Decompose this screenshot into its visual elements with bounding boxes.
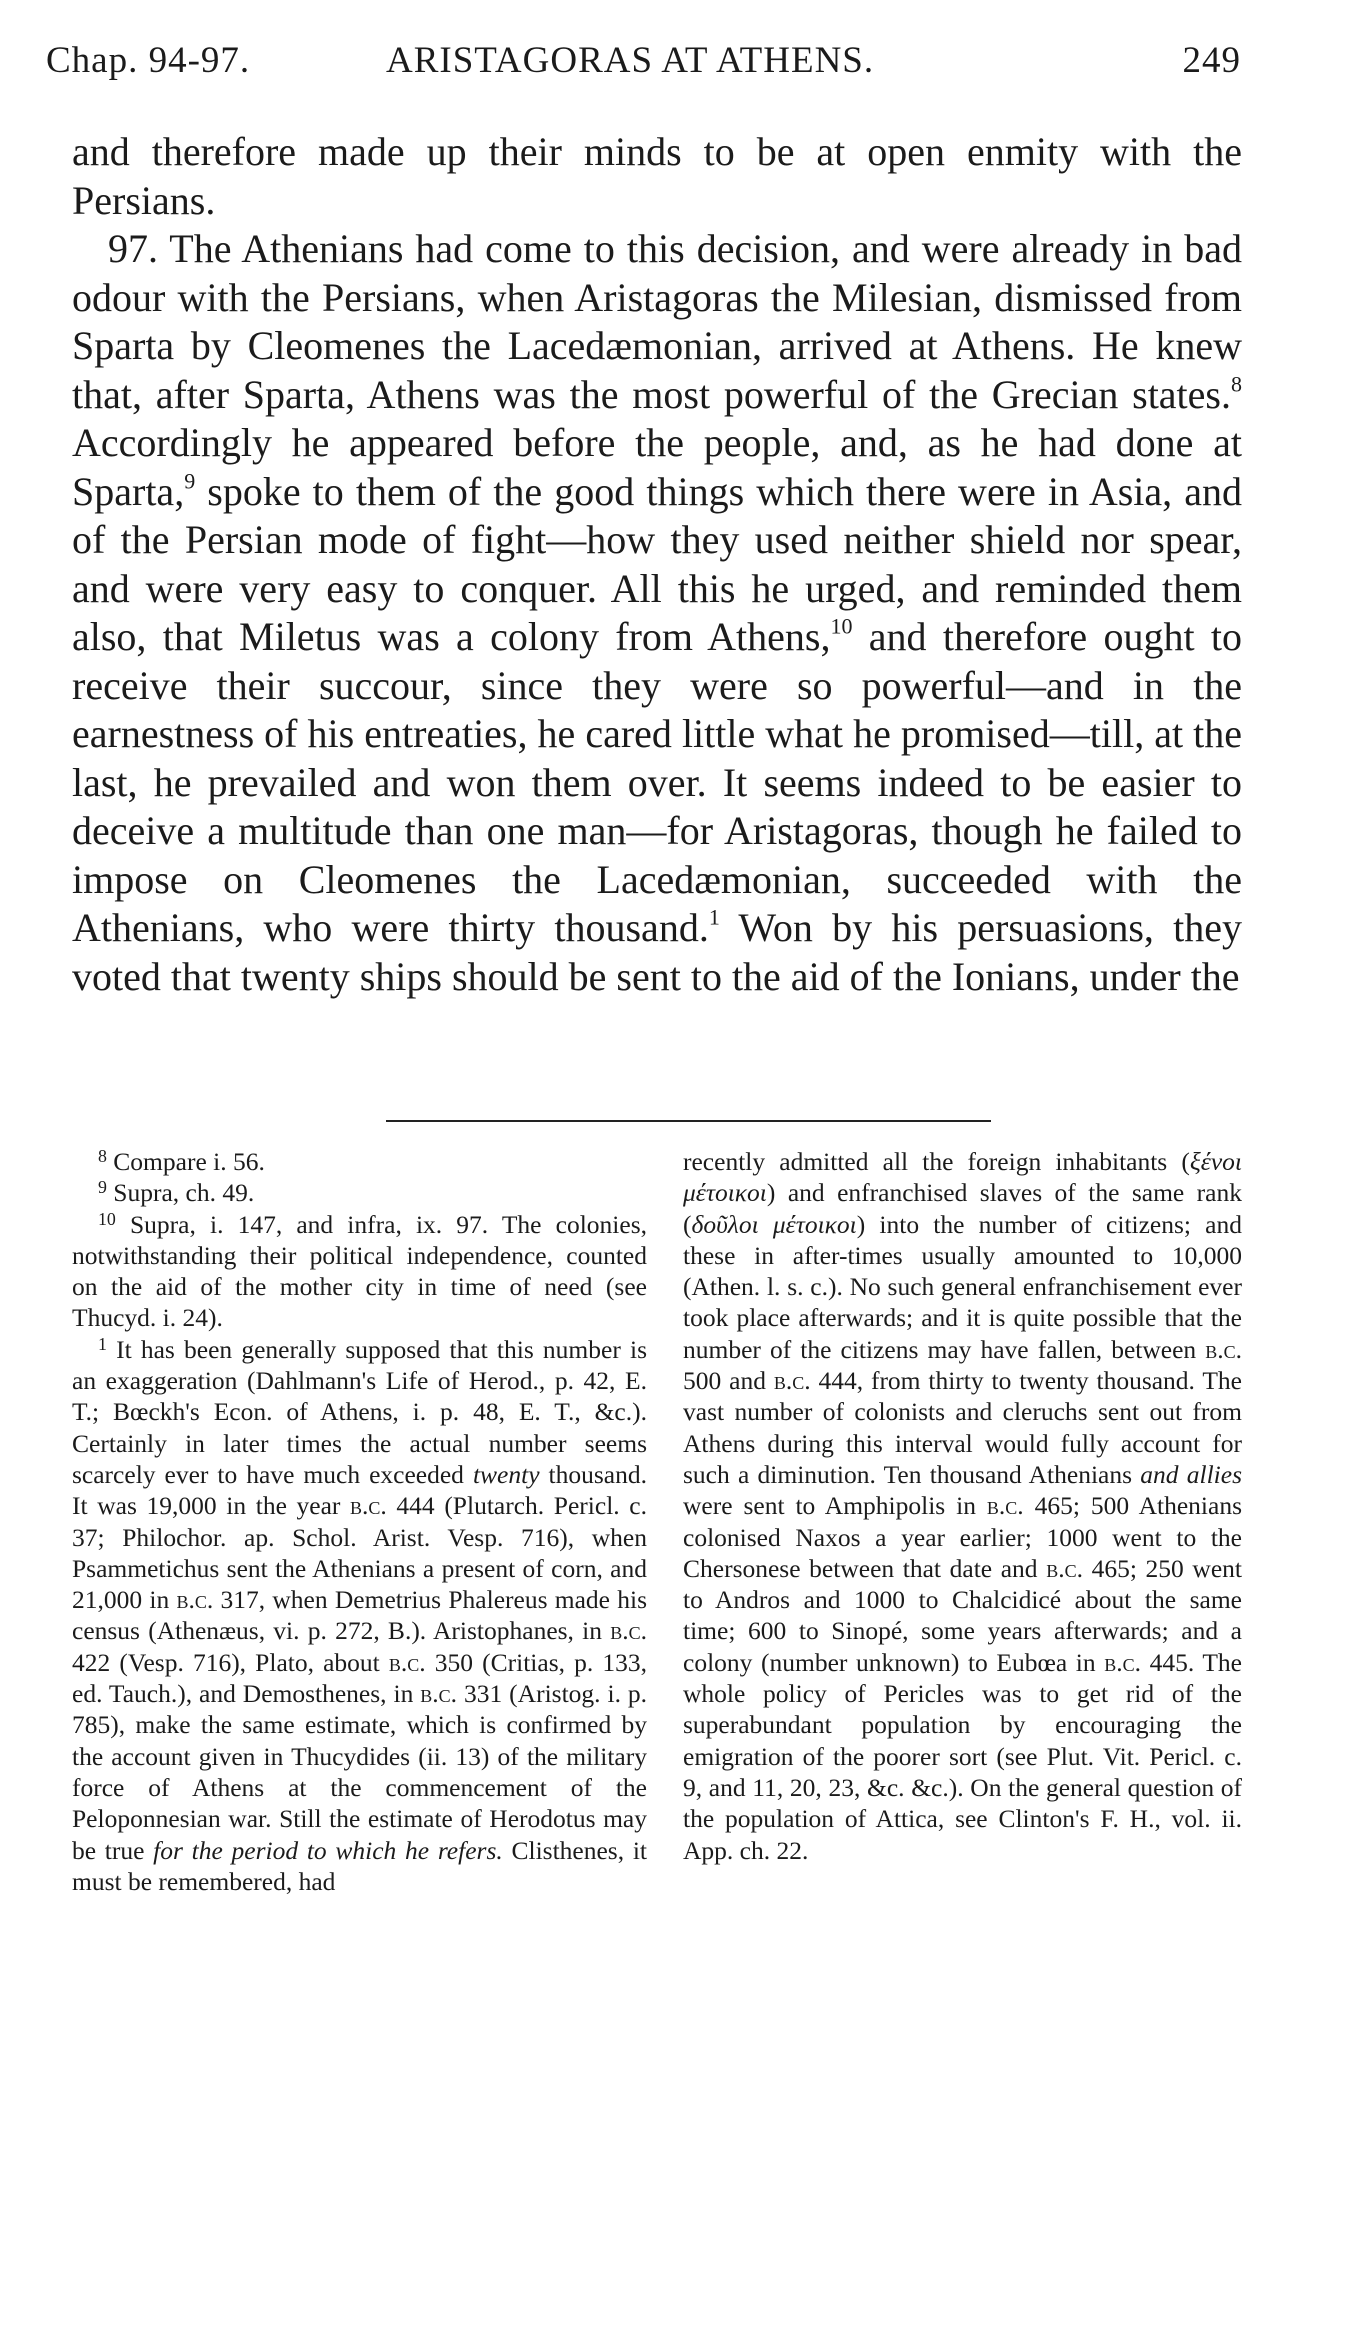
footnote-text: 444, from thirty to twenty thousand. The vast number of colonists and cleruchs sent out from Athens during this interval would fully account for such a diminution. Ten thousand Athenians: [683, 1366, 1242, 1489]
era-label: b.c.: [420, 1679, 458, 1709]
footnote-text: 350 (Critias, p. 133, ed. Tauch.), and Demosthenes, in: [72, 1647, 647, 1709]
text-run: Accordingly he appeared before the people, and, as he had done at Sparta,: [72, 420, 1242, 514]
paragraph-continued: and therefore made up their minds to be at open enmity with the Persians.: [72, 129, 1242, 223]
footnote-text: recently admitted all the foreign inhabitants (: [683, 1147, 1190, 1176]
footnote-9: [72, 1177, 647, 1208]
footnote-divider: [386, 1120, 991, 1122]
footnote-1-continued: [683, 1146, 1242, 1866]
era-label: b.c.: [773, 1366, 811, 1396]
footnote-text: Clisthenes, it must be remembered, had: [72, 1835, 647, 1896]
footnote-text: 465; 500 Athenians colonised Naxos a year earlier; 1000 went to the Chersonese between that date and: [683, 1491, 1242, 1583]
footnote-10: [72, 1209, 647, 1334]
footnote-8: [72, 1146, 647, 1177]
footnote-ref-1[interactable]: 1: [708, 904, 720, 930]
footnote-text: Supra, i. 147, and infra, ix. 97. The colonies, notwithstanding their political independence, counted on the aid of the mother city in time of need (see Thucyd. i. 24).: [72, 1209, 647, 1333]
greek-text: ξένοι μέτοικοι: [683, 1147, 1242, 1208]
era-label: b.c.: [1205, 1334, 1242, 1364]
era-label: b.c.: [176, 1585, 214, 1615]
text-run: Won by his persuasions, they voted that twenty ships should be sent to the aid of the Ionians, under the: [72, 905, 1243, 999]
page-number: 249: [1182, 40, 1241, 81]
italic-text: twenty: [472, 1459, 540, 1489]
footnote-number: 9: [98, 1177, 107, 1198]
footnote-text: 465; 250 went to Andros and 1000 to Chalcidicé about the same time; 600 to Sinopé, some years afterwards; and a colony (number unknown) to Eubœa in: [683, 1553, 1242, 1677]
italic-text: for the period to which he refers.: [153, 1835, 503, 1865]
main-text: [72, 128, 1242, 1001]
footnote-text: It has been generally supposed that this number is an exaggeration (Dahlmann's Life of Herod., p. 42, E. T.; Bœckh's Econ. of Athens, i. p. 48, E. T., &c.). Certainly in later times the actual number seems scarcely ever to have much exceeded: [72, 1334, 647, 1489]
footnote-text: 317, when Demetrius Phalereus made his census (Athenæus, vi. p. 272, B.). Aristophanes, in: [72, 1585, 647, 1646]
footnote-ref-10[interactable]: 10: [830, 613, 853, 639]
footnote-number: 10: [98, 1208, 116, 1229]
italic-text: and allies: [1140, 1459, 1243, 1489]
footnote-text: ) into the number of citizens; and these in after-times usually amounted to 10,000 (Athen. l. s. c.). No such general enfranchisement ever took place afterwards; and it is quite possible that the number of the citizens may have fallen, between: [683, 1209, 1242, 1364]
footnote-text: 331 (Aristog. i. p. 785), make the same estimate, which is confirmed by the account given in Thucydides (ii. 13) of the military force of Athens at the commencement of the Peloponnesian war. Still the estimate of Herodotus may be true: [72, 1679, 648, 1865]
footnote-text: Compare i. 56.: [106, 1147, 265, 1176]
era-label: b.c.: [388, 1647, 426, 1677]
footnote-number: 1: [98, 1333, 107, 1354]
footnote-text: ) and enfranchised slaves of the same rank (: [683, 1178, 1242, 1239]
paragraph-97: [72, 225, 1242, 1001]
chapter-range: Chap. 94-97.: [46, 40, 251, 81]
footnote-ref-9[interactable]: 9: [184, 468, 196, 493]
era-label: b.c.: [1046, 1553, 1083, 1583]
footnote-text: 445. The whole policy of Pericles was to get rid of the superabundant population by encouraging the emigration of the poorer sort (see Plut. Vit. Pericl. c. 9, and 11, 20, 23, &c. &c.). On the general question of the population of Attica, see Clinton's F. H., vol. ii. App. ch. 22.: [683, 1647, 1242, 1865]
era-label: b.c.: [610, 1616, 647, 1646]
text-run: spoke to them of the good things which there were in Asia, and of the Persian mode of fight—how they used neither shield nor spear, and were very easy to conquer. All this he urged, and reminded them also, that Miletus was a colony from Athens,: [72, 468, 1242, 659]
era-label: b.c.: [1104, 1647, 1141, 1677]
era-label: b.c.: [350, 1491, 387, 1521]
footnotes-left-column: [72, 1146, 647, 1897]
footnote-text: 444 (Plutarch. Pericl. c. 37; Philochor. ap. Schol. Arist. Vesp. 716), when Psammetichus sent the Athenians a present of corn, and 21,000 in: [72, 1491, 647, 1615]
footnote-text: were sent to Amphipolis in: [683, 1491, 987, 1521]
footnote-number: 8: [98, 1145, 107, 1166]
footnote-text: 500 and: [683, 1366, 774, 1396]
footnote-ref-8[interactable]: 8: [1231, 371, 1242, 396]
footnotes-right-column: [683, 1146, 1242, 1866]
footnote-1: [72, 1334, 647, 1897]
footnote-text: Supra, ch. 49.: [106, 1178, 255, 1208]
footnote-text: thousand. It was 19,000 in the year: [72, 1459, 647, 1521]
text-run: and therefore ought to receive their succour, since they were so powerful—and in the earnestness of his entreaties, he cared little what he promised—till, at the last, he prevailed and won them over. It seems indeed to be easier to deceive a multitude than one man—for Aristagoras, though he failed to impose on Cleomenes the Lacedæmonian, succeeded with the Athenians, who were thirty thousand.: [72, 614, 1242, 950]
greek-text: δοῦλοι μέτοικοι: [691, 1209, 857, 1239]
text-run: 97. The Athenians had come to this decision, and were already in bad odour with the Persians, when Aristagoras the Milesian, dismissed from Sparta by Cleomenes the Lacedæmonian, arrived at Athens. He knew that, after Sparta, Athens was the most powerful of the Grecian states.: [72, 226, 1242, 417]
footnote-text: 422 (Vesp. 716), Plato, about: [72, 1647, 389, 1677]
running-title: ARISTAGORAS AT ATHENS.: [386, 40, 875, 81]
era-label: b.c.: [986, 1491, 1024, 1521]
